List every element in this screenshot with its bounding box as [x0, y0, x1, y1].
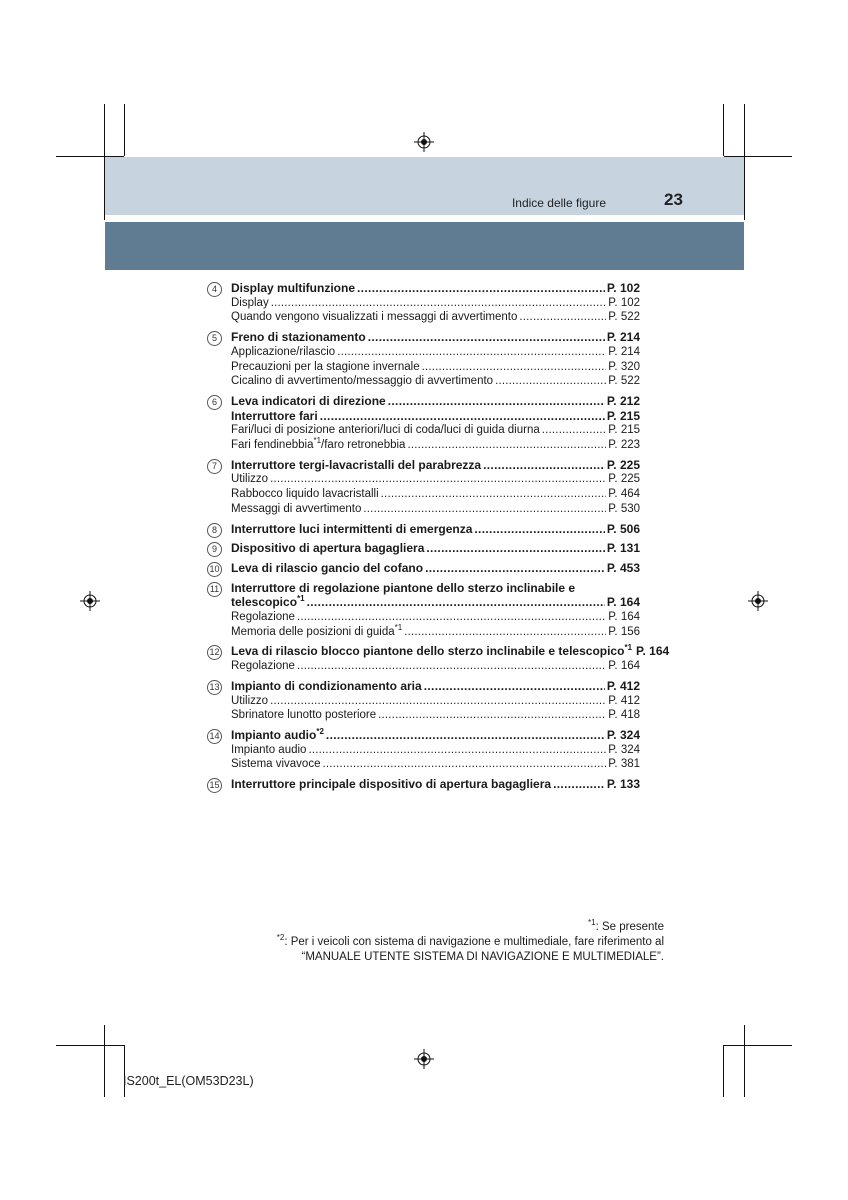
entry-label-text: Impianto audio — [231, 727, 317, 742]
index-subitem-row[interactable] — [231, 360, 640, 375]
registration-mark-icon — [748, 591, 768, 611]
entry-number-badge: 14 — [207, 729, 222, 744]
entry-number-badge: 8 — [207, 523, 222, 538]
entry-label — [231, 728, 324, 743]
index-heading-row[interactable] — [231, 643, 670, 659]
entry-label — [231, 541, 424, 556]
dot-leader — [368, 330, 605, 345]
index-entry — [207, 777, 640, 792]
index-entry — [207, 561, 640, 576]
page-reference: P. 464 — [608, 488, 640, 501]
page-reference: P. 225 — [606, 457, 640, 472]
entry-label-text: Display multifunzione — [231, 281, 356, 295]
entry-number-badge: 11 — [207, 582, 222, 597]
index-subitem-row[interactable] — [231, 757, 640, 772]
page-reference: P. 453 — [606, 560, 640, 575]
entry-number-badge: 6 — [207, 395, 222, 410]
index-heading-row[interactable] — [231, 595, 640, 610]
index-heading-row[interactable] — [231, 581, 640, 596]
footnote-ref: *1 — [624, 643, 633, 653]
dot-leader — [270, 472, 606, 487]
entry-label-text: Rabbocco liquido lavacristalli — [231, 488, 379, 501]
index-heading-row[interactable] — [231, 728, 640, 743]
index-heading-row[interactable] — [231, 679, 640, 694]
entry-label-text: Sbrinatore lunotto posteriore — [231, 709, 377, 722]
entry-label — [231, 487, 379, 502]
index-subitem-row[interactable] — [231, 610, 640, 625]
page-reference: P. 214 — [608, 345, 640, 358]
footnote-mark: *1 — [588, 918, 596, 928]
page-reference: P. 212 — [606, 393, 640, 408]
index-entry — [207, 581, 640, 640]
index-subitem-row[interactable] — [231, 708, 640, 723]
entry-label-text: Regolazione — [231, 660, 295, 673]
entry-label-text: Impianto audio — [231, 743, 307, 756]
page-reference: P. 131 — [606, 541, 640, 556]
dot-leader — [297, 610, 606, 625]
entry-label-text: Interruttore luci intermittenti di emergenza — [231, 521, 473, 536]
page-reference: P. 223 — [608, 439, 640, 452]
entry-label — [231, 502, 361, 517]
entry-label — [231, 522, 472, 537]
entry-label — [231, 281, 355, 296]
dot-leader — [425, 561, 605, 576]
entry-label-text: Utilizzo — [231, 473, 269, 486]
footnote-text: : Per i veicoli con sistema di navigazione e multimediale, fare riferimento al — [284, 936, 664, 948]
index-entry — [207, 394, 640, 453]
footnote-1 — [277, 920, 664, 935]
entry-label — [231, 694, 268, 709]
document-code: IS200t_EL(OM53D23L) — [123, 1074, 254, 1088]
entry-label-text: Leva di rilascio gancio del cofano — [231, 560, 424, 575]
footnote-text: : Se presente — [595, 921, 664, 933]
index-entry — [207, 458, 640, 517]
entry-label-text: Sistema vivavoce — [231, 758, 321, 771]
index-subitem-row[interactable] — [231, 502, 640, 517]
dot-leader — [308, 743, 606, 758]
page-reference: P. 324 — [608, 743, 640, 756]
index-subitem-row[interactable] — [231, 659, 640, 674]
entry-label-text: /faro retronebbia — [321, 439, 406, 452]
index-heading-row[interactable] — [231, 561, 640, 576]
page-reference: P. 164 — [608, 611, 640, 624]
entry-label — [231, 394, 386, 409]
entry-label-text: Precauzioni per la stagione invernale — [231, 360, 420, 373]
entry-label — [231, 595, 305, 610]
entry-label — [231, 472, 268, 487]
entry-number-badge: 9 — [207, 542, 222, 557]
page-reference: P. 214 — [606, 330, 640, 345]
index-heading-row[interactable] — [231, 541, 640, 556]
page-reference: P. 320 — [608, 360, 640, 373]
page-number: 23 — [664, 190, 683, 209]
index-subitem-row[interactable] — [231, 694, 640, 709]
index-subitem-row[interactable] — [231, 345, 640, 360]
entry-label-text: Applicazione/rilascio — [231, 345, 336, 358]
entry-label-text: Display — [231, 296, 269, 309]
entry-label-text: Cicalino di avvertimento/messaggio di avvertimento — [231, 375, 494, 388]
entry-label-text: Memoria delle posizioni di guida — [231, 625, 395, 638]
entry-label — [231, 743, 306, 758]
index-subitem-row[interactable] — [231, 423, 640, 438]
page-reference: P. 215 — [608, 424, 640, 437]
dot-leader — [407, 438, 606, 453]
entry-label-text: Interruttore fari — [231, 408, 318, 423]
dot-leader — [271, 296, 607, 311]
entry-label — [231, 423, 540, 438]
entry-label — [231, 622, 403, 640]
dot-leader — [307, 595, 605, 610]
dot-leader — [357, 281, 605, 296]
page-reference: P. 164 — [606, 595, 640, 610]
dot-leader — [378, 708, 606, 723]
page-reference: P. 412 — [606, 678, 640, 693]
page-reference: P. 522 — [608, 311, 640, 324]
entry-label — [231, 458, 481, 473]
index-entry — [207, 728, 640, 772]
section-title: Indice delle figure — [511, 196, 606, 210]
page-reference: P. 225 — [608, 473, 640, 486]
entry-label-text: Regolazione — [231, 611, 295, 624]
index-entry — [207, 281, 640, 325]
dot-leader — [297, 659, 606, 674]
section-bar — [105, 222, 744, 270]
footnote-ref: *1 — [297, 594, 305, 604]
entry-label-text: telescopico — [231, 595, 298, 610]
figure-index-list — [207, 281, 670, 797]
entry-label-text: Utilizzo — [231, 694, 269, 707]
crop-mark — [744, 104, 745, 220]
footnote-mark: *2 — [276, 933, 285, 943]
dot-leader — [320, 409, 605, 424]
entry-label-text: Leva di rilascio blocco piantone dello sterzo inclinabile e telescopico — [231, 644, 625, 659]
footnotes — [277, 920, 664, 965]
index-subitem-row[interactable] — [231, 438, 640, 453]
entry-label — [231, 438, 405, 453]
page-reference: P. 530 — [608, 502, 640, 515]
entry-number-badge: 7 — [207, 459, 222, 474]
crop-mark — [744, 1025, 745, 1097]
index-entry — [207, 679, 640, 723]
page-reference: P. 418 — [608, 709, 640, 722]
index-heading-row[interactable] — [231, 330, 640, 345]
footnote-2 — [277, 935, 664, 950]
entry-label — [231, 561, 423, 576]
entry-label — [231, 360, 420, 375]
footnote-ref: *1 — [394, 622, 403, 632]
entry-label — [231, 581, 575, 596]
page-reference: P. 381 — [608, 758, 640, 771]
index-subitem-row[interactable] — [231, 374, 640, 389]
registration-mark-icon — [414, 1049, 434, 1069]
dot-leader — [388, 394, 605, 409]
entry-label-text: Dispositivo di apertura bagagliera — [231, 541, 425, 556]
registration-mark-icon — [80, 591, 100, 611]
dot-leader — [422, 360, 607, 375]
index-heading-row[interactable] — [231, 522, 640, 537]
footnote-ref: *1 — [313, 436, 322, 446]
page-reference: P. 412 — [608, 694, 640, 707]
entry-label — [231, 679, 422, 694]
entry-label-text: Messaggi di avvertimento — [231, 502, 362, 515]
page-reference: P. 164 — [608, 660, 640, 673]
entry-label — [231, 310, 517, 325]
index-subitem-row[interactable] — [231, 622, 640, 640]
page-reference: P. 164 — [636, 644, 670, 659]
crop-mark — [104, 1025, 105, 1097]
crop-mark — [723, 1045, 724, 1097]
dot-leader — [553, 777, 605, 792]
entry-label — [231, 409, 318, 424]
page-reference: P. 324 — [606, 727, 640, 742]
index-entry — [207, 541, 640, 556]
crop-mark — [56, 1045, 124, 1046]
entry-label-text: Interruttore tergi-lavacristalli del parabrezza — [231, 457, 482, 472]
index-subitem-row[interactable] — [231, 472, 640, 487]
index-entry — [207, 522, 640, 537]
dot-leader — [270, 694, 606, 709]
entry-label — [231, 330, 366, 345]
entry-label — [231, 374, 493, 389]
index-entry — [207, 330, 640, 389]
entry-label — [231, 777, 551, 792]
page-reference: P. 102 — [606, 281, 640, 295]
dot-leader — [363, 502, 606, 517]
entry-label — [231, 610, 295, 625]
page-reference: P. 133 — [606, 777, 640, 792]
dot-leader — [426, 541, 604, 556]
index-heading-row[interactable] — [231, 458, 640, 473]
entry-label-text: Interruttore principale dispositivo di apertura bagagliera — [231, 777, 552, 792]
entry-label — [231, 659, 295, 674]
footnote-2-line2: “MANUALE UTENTE SISTEMA DI NAVIGAZIONE E MULTIMEDIALE”. — [301, 951, 664, 963]
dot-leader — [326, 728, 605, 743]
crop-mark — [124, 104, 125, 156]
entry-label-text: Fari fendinebbia — [231, 439, 314, 452]
index-subitem-row[interactable] — [231, 310, 640, 325]
dot-leader — [483, 458, 605, 473]
entry-label — [231, 708, 376, 723]
entry-number-badge: 15 — [207, 778, 222, 793]
dot-leader — [322, 757, 606, 772]
dot-leader — [404, 625, 606, 640]
entry-label — [231, 644, 632, 659]
crop-mark — [124, 1045, 125, 1097]
index-subitem-row[interactable] — [231, 296, 640, 311]
crop-mark — [723, 104, 724, 156]
index-heading-row[interactable] — [231, 394, 640, 409]
index-heading-row[interactable] — [231, 281, 640, 296]
dot-leader — [337, 345, 606, 360]
entry-label-text: Leva indicatori di direzione — [231, 393, 386, 408]
page-reference: P. 522 — [608, 375, 640, 388]
index-subitem-row[interactable] — [231, 743, 640, 758]
entry-number-badge: 10 — [207, 562, 222, 577]
entry-number-badge: 4 — [207, 282, 222, 297]
dot-leader — [424, 679, 605, 694]
page-reference: P. 156 — [608, 625, 640, 638]
dot-leader — [542, 423, 606, 438]
index-entry — [207, 643, 670, 673]
entry-label — [231, 345, 335, 360]
entry-label-text: Quando vengono visualizzati i messaggi di avvertimento — [231, 311, 518, 324]
entry-label-text: Freno di stazionamento — [231, 330, 366, 345]
entry-label-text: Fari/luci di posizione anteriori/luci di coda/luci di guida diurna — [231, 424, 540, 437]
dot-leader — [381, 487, 607, 502]
entry-label-text: Interruttore di regolazione piantone dello sterzo inclinabile e — [231, 580, 576, 595]
index-heading-row[interactable] — [231, 777, 640, 792]
entry-label — [231, 757, 320, 772]
page-reference: P. 215 — [606, 408, 640, 423]
entry-label — [231, 296, 269, 311]
registration-mark-icon — [414, 132, 434, 152]
entry-number-badge: 12 — [207, 645, 222, 660]
crop-mark — [724, 1045, 792, 1046]
dot-leader — [495, 374, 606, 389]
dot-leader — [474, 522, 604, 537]
index-subitem-row[interactable] — [231, 487, 640, 502]
entry-number-badge: 5 — [207, 331, 222, 346]
entry-number-badge: 13 — [207, 680, 222, 695]
header-band — [105, 157, 744, 215]
page-reference: P. 102 — [608, 296, 640, 309]
index-heading-row[interactable] — [231, 409, 640, 424]
entry-label-text: Impianto di condizionamento aria — [231, 678, 422, 693]
page-reference: P. 506 — [606, 521, 640, 536]
dot-leader — [519, 310, 606, 325]
footnote-ref: *2 — [316, 726, 324, 736]
